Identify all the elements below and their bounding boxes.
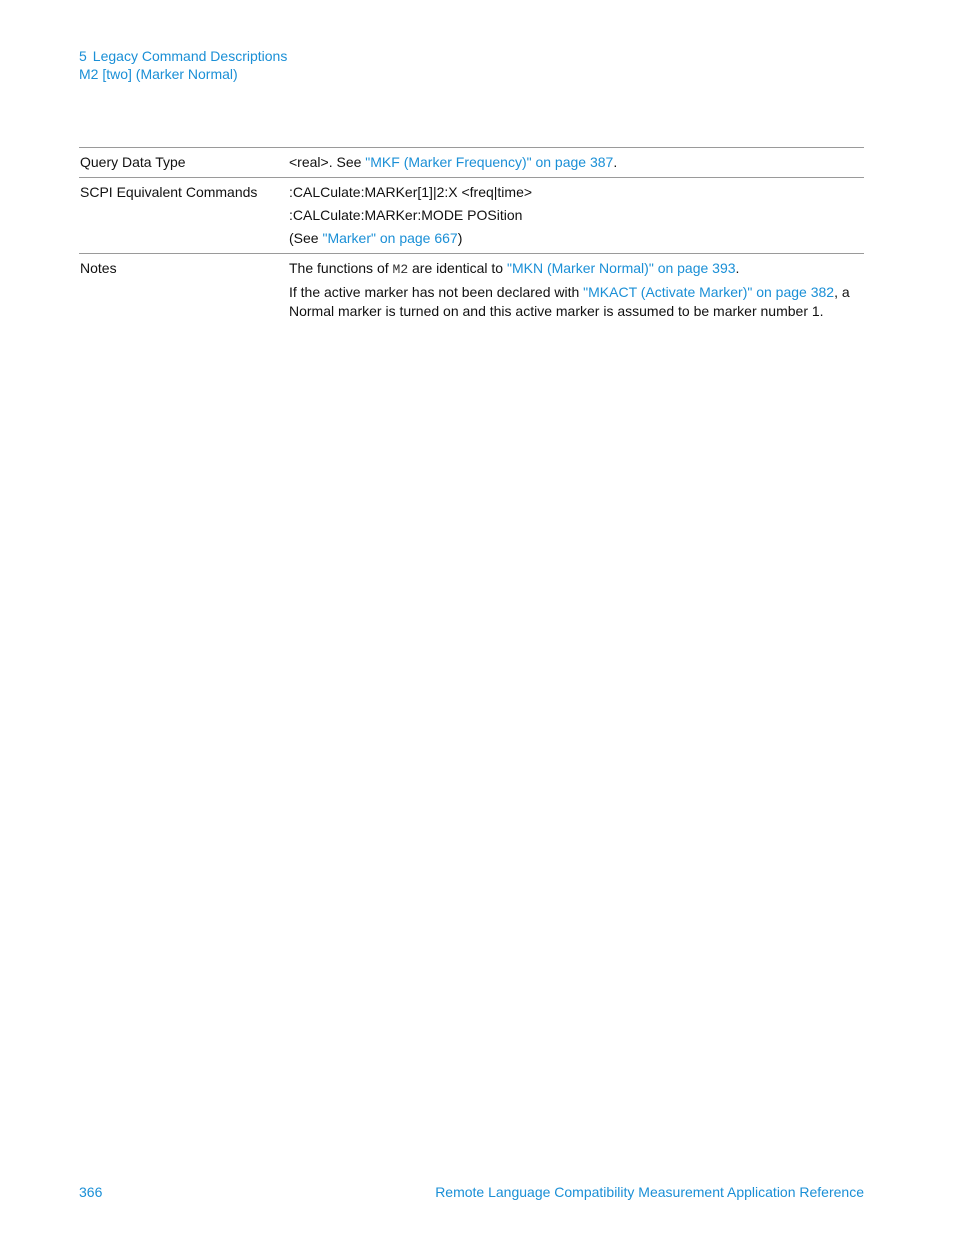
mkf-cross-reference-link[interactable]: "MKF (Marker Frequency)" on page 387: [365, 154, 614, 170]
chapter-title: Legacy Command Descriptions: [92, 48, 288, 64]
section-title: M2 [two] (Marker Normal): [79, 66, 238, 82]
value-text: <real>. See: [289, 154, 366, 170]
row-label: SCPI Equivalent Commands: [80, 184, 258, 200]
value-text: The functions of: [289, 260, 393, 276]
table-row-query-data-type: [79, 148, 864, 178]
table-row-scpi-equivalent: [79, 178, 864, 254]
row-value: [289, 183, 864, 248]
command-details-table: [79, 147, 864, 326]
value-text: .: [613, 154, 618, 170]
mkact-cross-reference-link[interactable]: "MKACT (Activate Marker)" on page 382: [583, 284, 835, 300]
row-value: [289, 259, 864, 321]
mkn-cross-reference-link[interactable]: "MKN (Marker Normal)" on page 393: [506, 260, 736, 276]
running-header: [79, 47, 287, 83]
row-label: Notes: [80, 260, 117, 276]
value-text: , a Normal marker is turned on and this active marker is assumed to be marker number 1.: [289, 284, 850, 319]
value-text: ): [457, 230, 463, 246]
scpi-command-1: :CALCulate:MARKer[1]|2:X <freq|time>: [289, 184, 533, 200]
value-text: (See: [289, 230, 323, 246]
table-row-notes: [79, 254, 864, 326]
value-text: are identical to: [408, 260, 507, 276]
value-text: .: [735, 260, 740, 276]
scpi-command-2: :CALCulate:MARKer:MODE POSition: [289, 207, 523, 223]
command-code: M2: [392, 262, 409, 277]
chapter-number: 5: [79, 48, 87, 64]
document-title: Remote Language Compatibility Measurement Application Reference: [435, 1184, 864, 1200]
row-value: [289, 153, 864, 172]
row-label: Query Data Type: [80, 154, 186, 170]
chapter-heading: [79, 47, 287, 65]
value-text: If the active marker has not been declared with: [289, 284, 584, 300]
page-number: 366: [79, 1184, 103, 1200]
marker-cross-reference-link[interactable]: "Marker" on page 667: [322, 230, 458, 246]
